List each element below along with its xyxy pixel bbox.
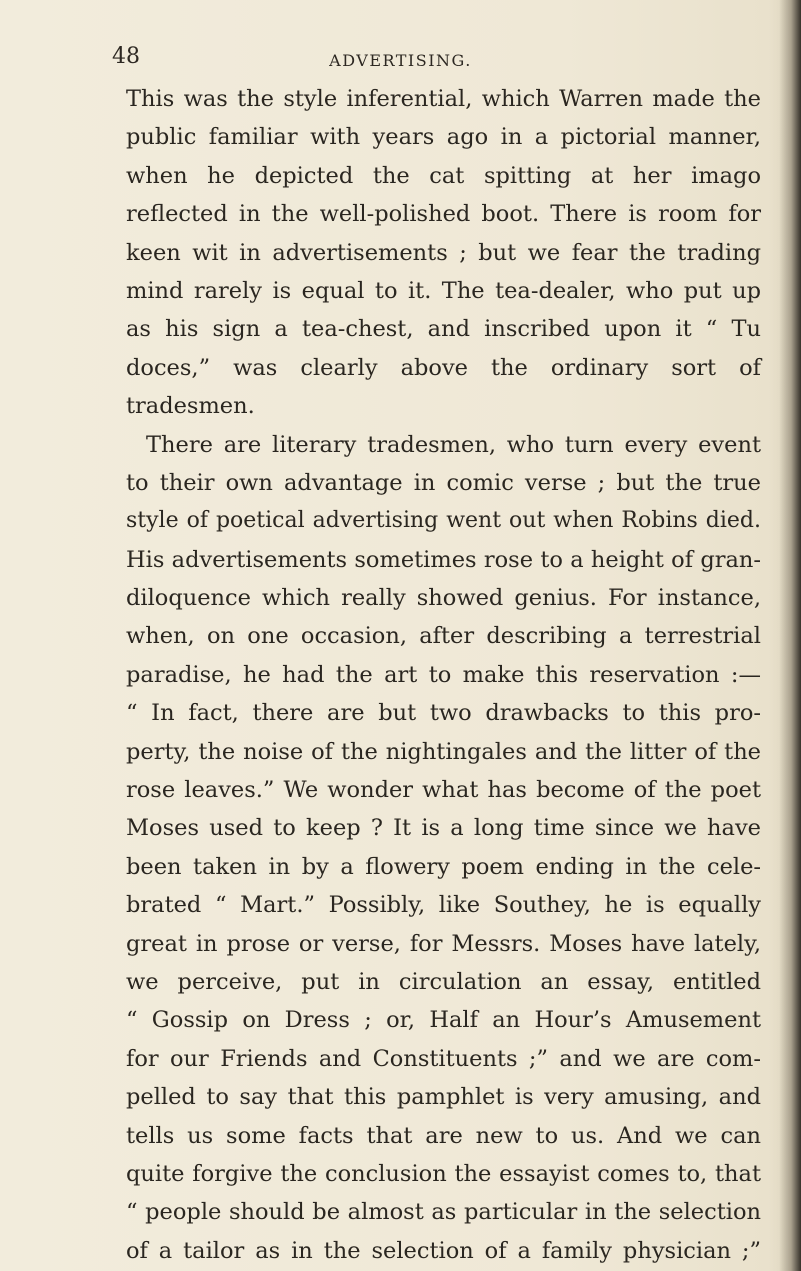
text-line: brated “ Mart.” Possibly, like Southey, he is equally bbox=[126, 892, 761, 919]
text-line: “ people should be almost as particular in the selection bbox=[126, 1199, 761, 1226]
text-line: we perceive, put in circulation an essay, entitled bbox=[126, 968, 761, 995]
text-line: to their own advantage in comic verse ; but the true bbox=[126, 469, 761, 496]
text-line: reflected in the well-polished boot. There is room for bbox=[126, 201, 761, 228]
text-line: keen wit in advertisements ; but we fear the trading bbox=[126, 239, 761, 266]
text-line: perty, the noise of the nightingales and the litter of the bbox=[126, 738, 761, 765]
text-line: when he depicted the cat spitting at her imago bbox=[126, 162, 761, 189]
text-line: “ In fact, there are but two drawbacks to this pro- bbox=[126, 700, 761, 727]
text-line: when, on one occasion, after describing a terrestrial bbox=[126, 623, 761, 650]
page-number: 48 bbox=[112, 44, 140, 69]
text-line: quite forgive the conclusion the essayist comes to, that bbox=[126, 1160, 761, 1187]
text-line: tradesmen. bbox=[126, 393, 255, 420]
text-line: style of poetical advertising went out when Robins died. bbox=[126, 508, 761, 534]
text-line: been taken in by a flowery poem ending in the cele- bbox=[126, 853, 761, 880]
text-line: tells us some facts that are new to us. And we can bbox=[126, 1122, 761, 1149]
text-line: for our Friends and Constituents ;” and we are com- bbox=[126, 1045, 761, 1072]
body-text bbox=[126, 80, 761, 1270]
text-line: of a tailor as in the selection of a family physician ;” bbox=[126, 1237, 761, 1264]
text-line: doces,” was clearly above the ordinary sort of bbox=[126, 354, 761, 381]
text-line: This was the style inferential, which Warren made the bbox=[126, 86, 761, 112]
text-line: Moses used to keep ? It is a long time since we have bbox=[126, 815, 761, 842]
text-line: His advertisements sometimes rose to a height of gran- bbox=[126, 546, 761, 573]
text-line: public familiar with years ago in a pictorial manner, bbox=[126, 124, 761, 151]
running-head: ADVERTISING. bbox=[329, 51, 472, 70]
text-line: There are literary tradesmen, who turn every event bbox=[146, 431, 761, 458]
text-line: “ Gossip on Dress ; or, Half an Hour’s Amusement bbox=[126, 1007, 761, 1034]
text-line: great in prose or verse, for Messrs. Moses have lately, bbox=[126, 930, 761, 957]
text-line: paradise, he had the art to make this reservation :— bbox=[126, 661, 761, 688]
text-line: as his sign a tea-chest, and inscribed upon it “ Tu bbox=[126, 316, 761, 343]
text-line: pelled to say that this pamphlet is very amusing, and bbox=[126, 1084, 761, 1111]
spine-shadow bbox=[779, 0, 801, 1271]
text-line: diloquence which really showed genius. For instance, bbox=[126, 585, 761, 612]
text-line: mind rarely is equal to it. The tea-dealer, who put up bbox=[126, 277, 761, 304]
text-line: rose leaves.” We wonder what has become of the poet bbox=[126, 777, 761, 804]
